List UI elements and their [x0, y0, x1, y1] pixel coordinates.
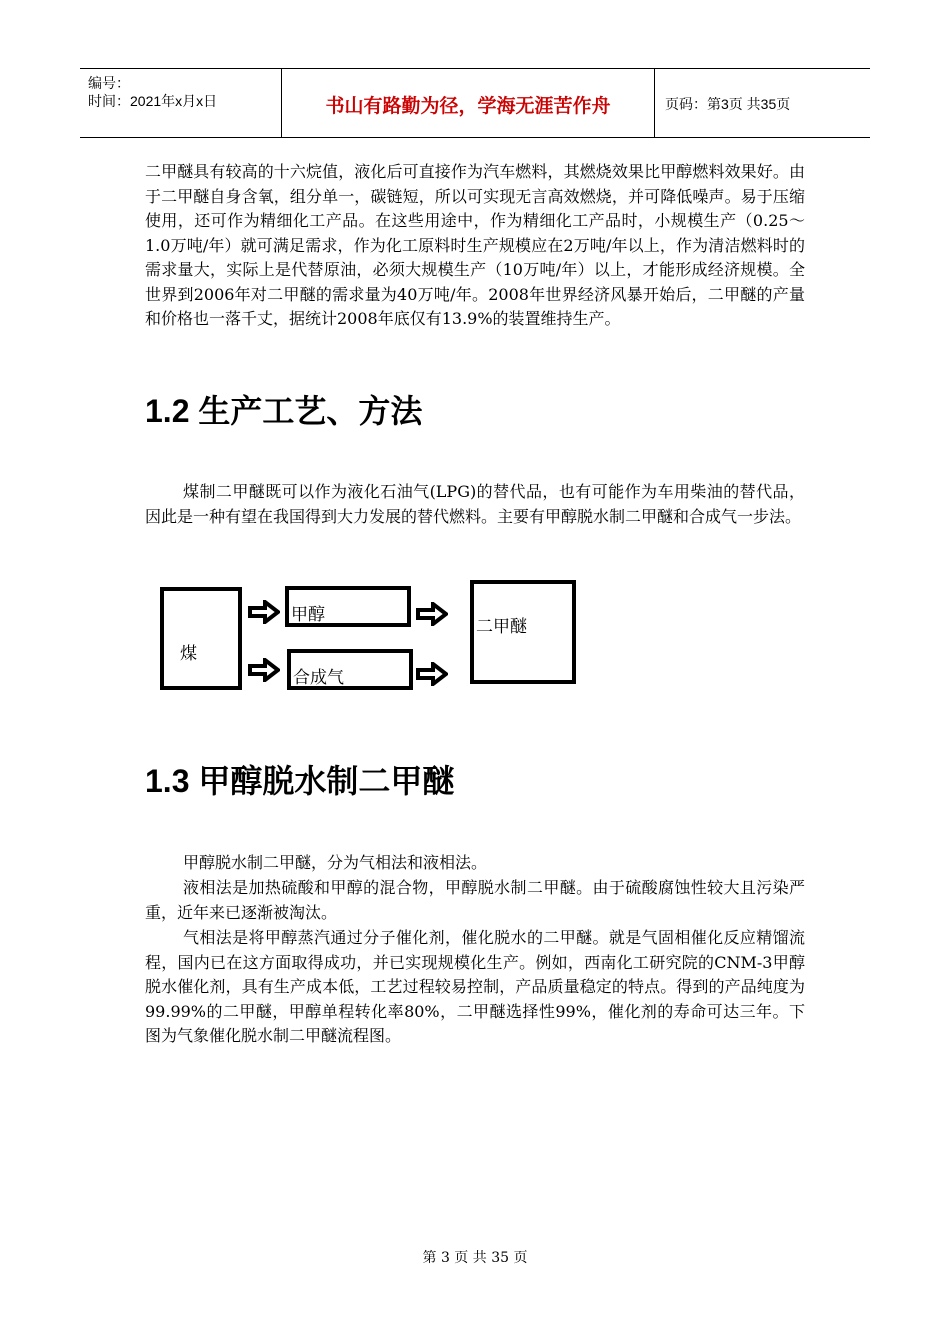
- arrow-right-icon: [416, 602, 448, 626]
- section-1-3-paragraph-1: 甲醇脱水制二甲醚，分为气相法和液相法。: [183, 853, 488, 872]
- dme-label: 二甲醚: [476, 617, 527, 637]
- syngas-box: [287, 649, 413, 690]
- page-header: [80, 68, 870, 138]
- methanol-box: [285, 586, 411, 627]
- section-1-2-paragraph: 煤制二甲醚既可以作为液化石油气(LPG)的替代品，也有可能作为车用柴油的替代品，因此是一种有望在我国得到大力发展的替代燃料。主要有甲醇脱水制二甲醚和合成气一步法。: [145, 482, 805, 526]
- section-1-3-paragraph-3: 气相法是将甲醇蒸汽通过分子催化剂，催化脱水的二甲醚。就是气固相催化反应精馏流程，国内已在这方面取得成功，并已实现规模化生产。例如，西南化工研究院的CNM-3甲醇脱水催化剂，具有生产成本低，工艺过程较易控制，产品质量稳定的特点。得到的产品纯度为99.99%的二甲醚，甲醇单程转化率80%，二甲醚选择性99%，催化剂的寿命可达三年。下图为气象催化脱水制二甲醚流程图。: [145, 928, 805, 1045]
- section-heading-1-2: 1.2 生产工艺、方法: [145, 393, 423, 429]
- page-footer: 第 3 页 共 35 页: [422, 1250, 528, 1266]
- process-flow-diagram: [158, 582, 578, 690]
- time-label: 时间：2021年x月x日: [88, 93, 218, 109]
- number-label: 编号：: [88, 75, 130, 91]
- coal-box: [160, 587, 242, 690]
- header-info-cell: [80, 69, 282, 137]
- dme-box: [470, 580, 576, 684]
- section-1-3-paragraph-2: 液相法是加热硫酸和甲醇的混合物，甲醇脱水制二甲醚。由于硫酸腐蚀性较大且污染严重，近年来已逐渐被淘汰。: [145, 878, 805, 922]
- header-page-cell: [655, 69, 870, 137]
- intro-paragraph: 二甲醚具有较高的十六烷值，液化后可直接作为汽车燃料，其燃烧效果比甲醇燃料效果好。由于二甲醚自身含氧，组分单一，碳链短，所以可实现无言高效燃烧，并可降低噪声。易于压缩使用，还可作为精细化工产品。在这些用途中，作为精细化工产品时，小规模生产（0.25～1.0万吨/年）就可满足需求，作为化工原料时生产规模应在2万吨/年以上，作为清洁燃料时的需求量大，实际上是代替原油，必须大规模生产（10万吨/年）以上，才能形成经济规模。全世界到2006年对二甲醚的需求量为40万吨/年。2008年世界经济风暴开始后，二甲醚的产量和价格也一落千丈，据统计2008年底仅有13.9%的装置维持生产。: [145, 162, 805, 328]
- arrow-right-icon: [416, 662, 448, 686]
- syngas-label: 合成气: [293, 668, 344, 688]
- arrow-right-icon: [248, 600, 280, 624]
- coal-label: 煤: [180, 644, 197, 664]
- page-label: 页码：第3页 共35页: [665, 96, 791, 112]
- header-motto-cell: [282, 69, 655, 137]
- motto: 书山有路勤为径，学海无涯苦作舟: [325, 95, 611, 117]
- section-heading-1-3: 1.3 甲醇脱水制二甲醚: [145, 763, 455, 799]
- arrow-right-icon: [248, 658, 280, 682]
- methanol-label: 甲醇: [291, 605, 325, 625]
